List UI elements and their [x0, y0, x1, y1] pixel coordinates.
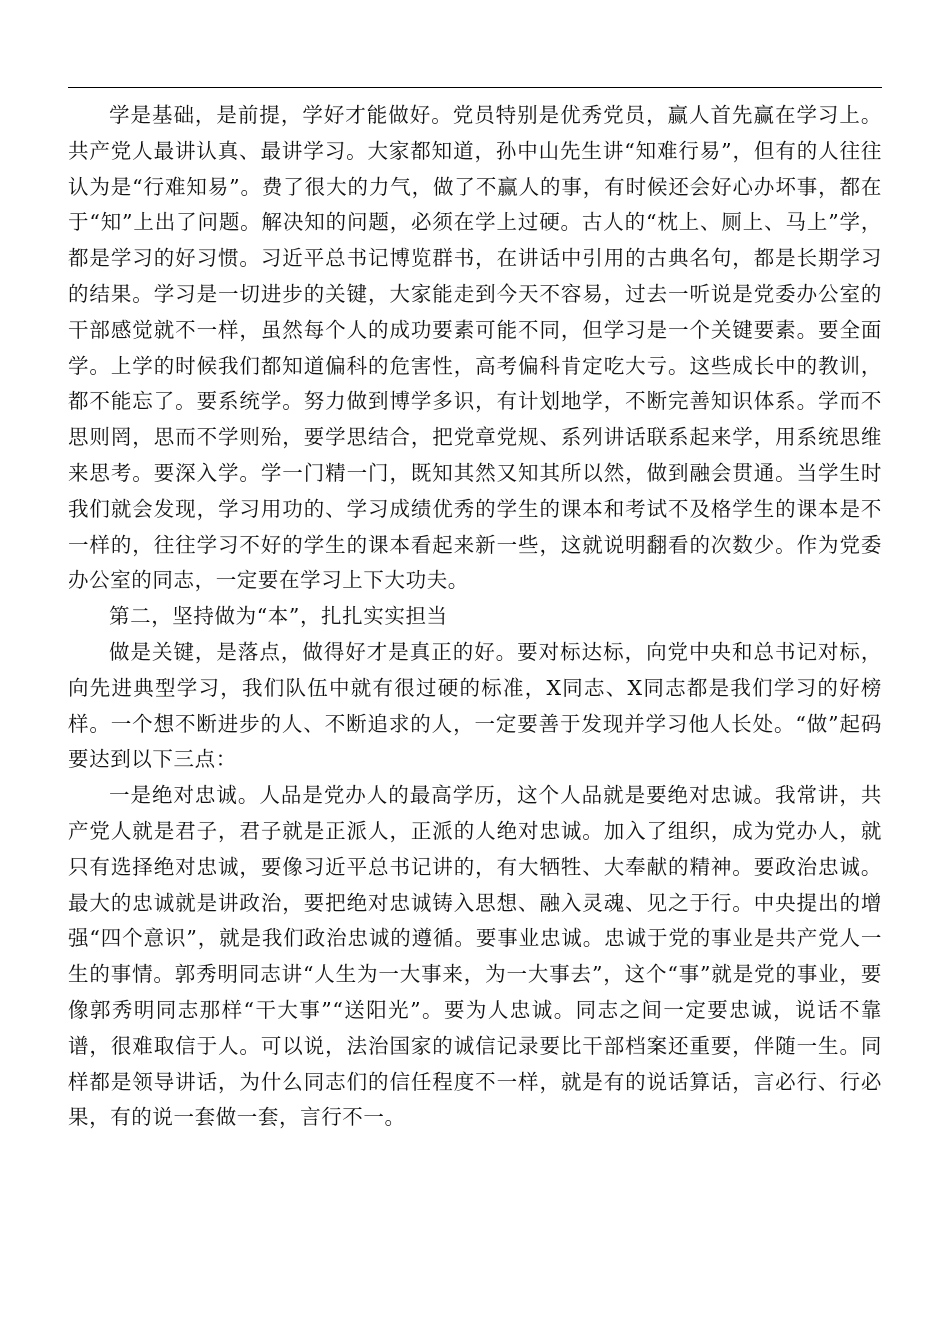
header-rule [68, 87, 882, 88]
paragraph-study-foundation: 学是基础，是前提，学好才能做好。党员特别是优秀党员，赢人首先赢在学习上。共产党人最讲认真、最讲学习。大家都知道，孙中山先生讲“知难行易”，但有的人往往认为是“行难知易”。费了很大的力气，做了不赢人的事，有时候还会好心办坏事，都在于“知”上出了问题。解决知的问题，必须在学上过硬。古人的“枕上、厕上、马上”学，都是学习的好习惯。习近平总书记博览群书，在讲话中引用的古典名句，都是长期学习的结果。学习是一切进步的关键，大家能走到今天不容易，过去一听说是党委办公室的干部感觉就不一样，虽然每个人的成功要素可能不同，但学习是一个关键要素。要全面学。上学的时候我们都知道偏科的危害性，高考偏科肯定吃大亏。这些成长中的教训，都不能忘了。要系统学。努力做到博学多识，有计划地学，不断完善知识体系。学而不思则罔，思而不学则殆，要学思结合，把党章党规、系列讲话联系起来学，用系统思维来思考。要深入学。学一门精一门，既知其然又知其所以然，做到融会贯通。当学生时我们就会发现，学习用功的、学习成绩优秀的学生的课本和考试不及格学生的课本是不一样的，往往学习不好的学生的课本看起来新一些，这就说明翻看的次数少。作为党委办公室的同志，一定要在学习上下大功夫。 [68, 103, 882, 593]
document-body [68, 98, 882, 1136]
section-heading-second: 第二，坚持做为“本”，扎扎实实担当 [109, 604, 448, 629]
paragraph-absolute-loyalty: 一是绝对忠诚。人品是党办人的最高学历，这个人品就是要绝对忠诚。我常讲，共产党人就是君子，君子就是正派人，正派的人绝对忠诚。加入了组织，成为党办人，就只有选择绝对忠诚，要像习近平总书记讲的，有大牺牲、大奉献的精神。要政治忠诚。最大的忠诚就是讲政治，要把绝对忠诚铸入思想、融入灵魂、见之于行。中央提出的增强“四个意识”，就是我们政治忠诚的遵循。要事业忠诚。忠诚于党的事业是共产党人一生的事情。郭秀明同志讲“人生为一大事来，为一大事去”，这个“事”就是党的事业，要像郭秀明同志那样“干大事”“送阳光”。要为人忠诚。同志之间一定要忠诚，说话不靠谱，很难取信于人。可以说，法治国家的诚信记录要比干部档案还重要，伴随一生。同样都是领导讲话，为什么同志们的信任程度不一样，就是有的说话算话，言必行、行必果，有的说一套做一套，言行不一。 [68, 783, 882, 1130]
paragraph-doing-key: 做是关键，是落点，做得好才是真正的好。要对标达标，向党中央和总书记对标，向先进典型学习，我们队伍中就有很过硬的标准，X同志、X同志都是我们学习的好榜样。一个想不断进步的人、不断追求的人，一定要善于发现并学习他人长处。“做”起码要达到以下三点： [68, 639, 882, 772]
